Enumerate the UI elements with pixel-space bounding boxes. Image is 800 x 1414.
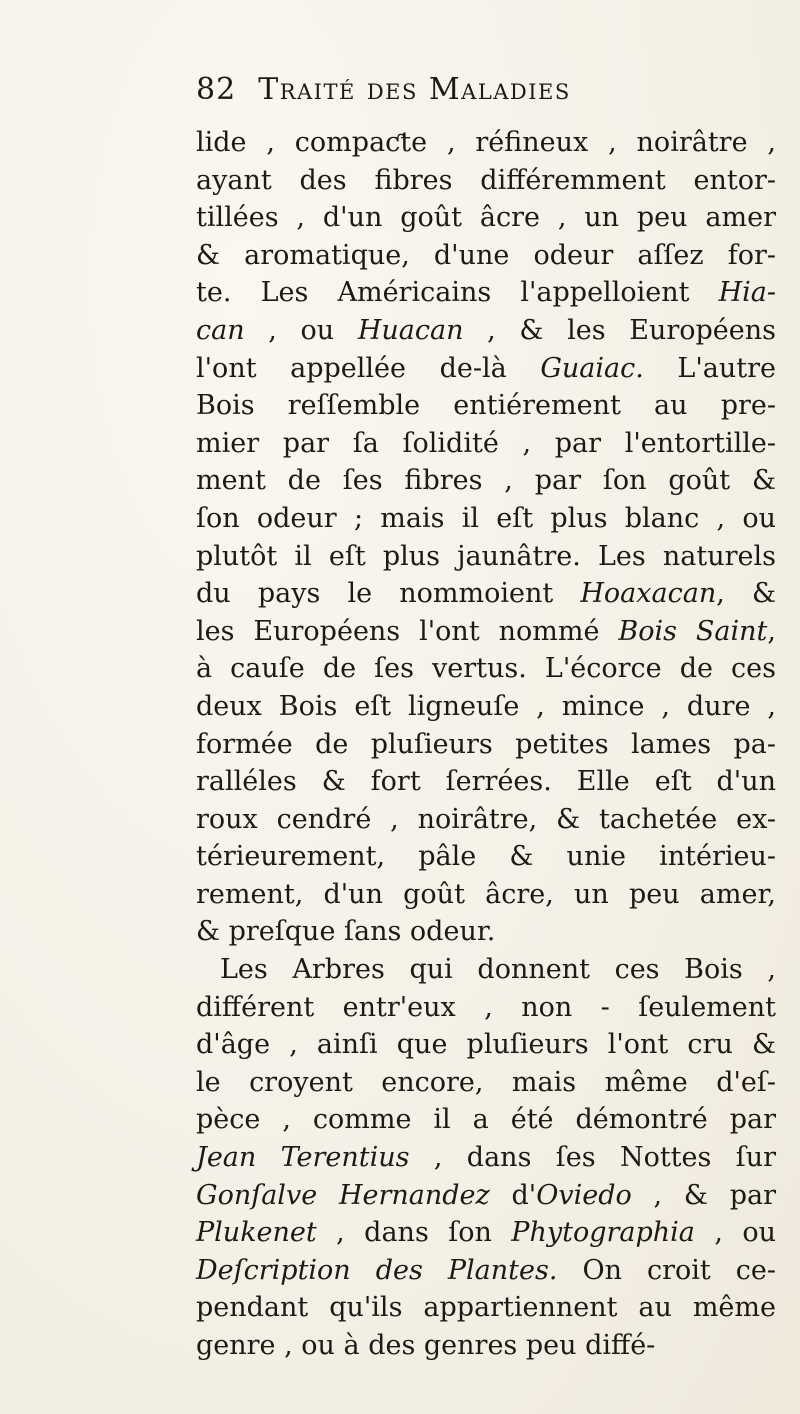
text-line (196, 538, 776, 576)
text-line (196, 162, 776, 200)
text-line (196, 575, 776, 613)
italic-text: Hia- (718, 277, 776, 309)
text-line (196, 274, 776, 312)
text-segment: deux Bois eſt ligneuſe , mince , dure , (196, 690, 776, 722)
text-segment: pendant qu'ils appartiennent au même (196, 1292, 776, 1324)
text-line (196, 387, 776, 425)
text-segment: , ou (694, 1217, 776, 1249)
text-line (196, 613, 776, 651)
text-segment: rement, d'un goût âcre, un peu amer, (196, 878, 776, 910)
italic-text: Deſcription des (196, 1254, 423, 1286)
text-line (196, 838, 776, 876)
text-segment: à cauſe de ſes vertus. L'écorce de ces (196, 653, 776, 685)
text-line (196, 312, 776, 350)
text-segment: d' (489, 1179, 537, 1211)
text-segment: , dans ſon (316, 1217, 512, 1249)
text-line (196, 199, 776, 237)
text-line (196, 1214, 776, 1252)
text-segment: les Européens l'ont nommé (196, 615, 619, 647)
text-segment: l'ont appellée de-là (196, 352, 541, 384)
text-line (196, 913, 776, 951)
text-segment: , & les Européens (463, 314, 776, 346)
italic-text: Guaiac. (540, 352, 644, 384)
text-line (196, 876, 776, 914)
page-number: 82 (196, 72, 237, 107)
running-title: Traité des Maladies (258, 72, 571, 107)
text-segment: L'autre (643, 352, 776, 384)
text-segment: ralléles & fort ſerrées. Elle eſt d'un (196, 766, 776, 798)
text-segment: le croyent encore, mais même d'eſ- (196, 1066, 776, 1098)
text-line (196, 1026, 776, 1064)
text-line (196, 1177, 776, 1215)
text-segment: roux cendré , noirâtre, & tachetée ex- (196, 803, 776, 835)
text-segment: ment de ſes fibres , par ſon goût & (196, 465, 776, 497)
italic-text: Bois Saint (618, 615, 768, 647)
text-line (196, 1289, 776, 1327)
book-page (196, 72, 776, 1365)
text-segment: térieurement, pâle & unie intérieu- (196, 841, 776, 873)
italic-text: can (196, 314, 245, 346)
italic-text: Plantes. (447, 1254, 558, 1286)
text-segment: & preſque ſans odeur. (196, 916, 496, 948)
text-segment: Bois reſſemble entiérement au pre- (196, 390, 776, 422)
text-segment: formée de pluſieurs petites lames pa- (196, 728, 776, 760)
text-line (196, 425, 776, 463)
text-segment: mier par ſa ſolidité , par l'entortille- (196, 427, 776, 459)
text-segment: Les Arbres qui donnent ces Bois , (220, 954, 776, 986)
text-segment: tillées , d'un goût âcre , un peu amer (196, 202, 776, 234)
text-line (196, 1252, 776, 1290)
text-segment: te. Les Américains l'appelloient (196, 277, 719, 309)
italic-text: Jean Terentius (196, 1142, 410, 1174)
italic-text: Hoaxacan (580, 578, 717, 610)
text-segment: ayant des fibres différemment entor- (196, 164, 776, 196)
text-line (196, 237, 776, 275)
text-segment: , dans ſes Nottes ſur (409, 1142, 776, 1174)
body-text (196, 124, 776, 1365)
text-line (196, 1101, 776, 1139)
text-line (196, 124, 776, 162)
text-line (196, 350, 776, 388)
italic-text: Gonſalve Hernandez (196, 1179, 490, 1211)
text-segment: , (767, 615, 776, 647)
text-segment: , ou (244, 314, 358, 346)
text-segment: , & par (631, 1179, 777, 1211)
italic-text: Phytographia (511, 1217, 695, 1249)
text-line (196, 951, 776, 989)
text-line (196, 989, 776, 1027)
text-line (196, 650, 776, 688)
text-segment: On croit ce- (557, 1254, 777, 1286)
text-line (196, 726, 776, 764)
text-line (196, 688, 776, 726)
text-segment: genre , ou à des genres peu diffé- (196, 1330, 656, 1361)
text-segment: pèce , comme il a été démontré par (196, 1104, 776, 1136)
text-line (196, 500, 776, 538)
text-segment: différent entr'eux , non - ſeulement (196, 991, 776, 1023)
text-segment: du pays le nommoient (196, 578, 581, 610)
text-segment: ſon odeur ; mais il eſt plus blanc , ou (196, 502, 776, 534)
italic-text: Oviedo (536, 1179, 632, 1211)
text-line (196, 1327, 776, 1365)
italic-text: Huacan (357, 314, 464, 346)
text-segment: lide , compaƈte , réfineux , noirâtre , (196, 127, 776, 158)
text-segment: plutôt il eſt plus jaunâtre. Les naturels (196, 540, 776, 572)
text-segment: d'âge , ainſi que pluſieurs l'ont cru & (196, 1029, 776, 1061)
text-line (196, 1139, 776, 1177)
text-line (196, 1064, 776, 1102)
text-line (196, 801, 776, 839)
text-segment: & aromatique, d'une odeur aſſez for- (196, 239, 776, 271)
text-line (196, 763, 776, 801)
text-segment (423, 1255, 448, 1286)
text-line (196, 462, 776, 500)
running-head (196, 72, 776, 118)
text-segment: , & (716, 578, 776, 610)
italic-text: Plukenet (196, 1217, 317, 1249)
